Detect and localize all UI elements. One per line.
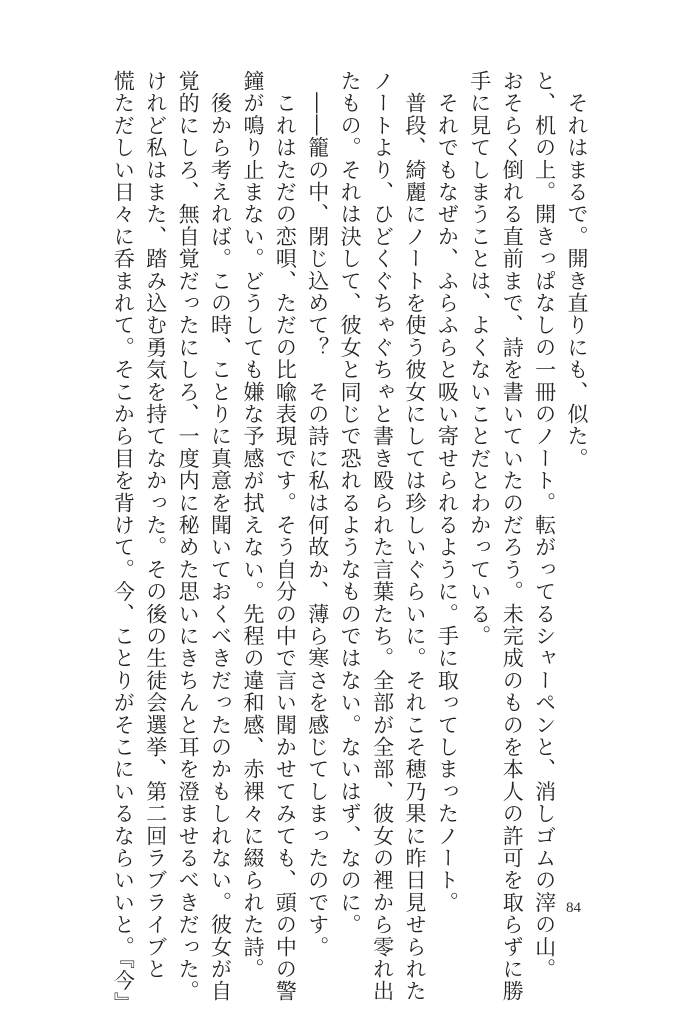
paragraph-5 bbox=[237, 70, 302, 1003]
paragraph-4 bbox=[301, 70, 333, 958]
text-line: ノートより、ひどくぐちゃぐちゃと書き殴られた言葉たち。全部が全部、彼女の裡から零れ出 bbox=[370, 70, 395, 1003]
text-line: ――籠の中、閉じ込めて？ その詩に私は何故か、薄ら寒さを感じてしまったのです。 bbox=[305, 70, 330, 958]
text-line: 手に見てしまうことは、よくないことだとわかっている。 bbox=[467, 70, 492, 648]
paragraph-3 bbox=[334, 70, 431, 1003]
text-line: 慌ただしい日々に呑まれて。そこから目を背けて。今、ことりがそこにいるならいいと。『今』 bbox=[111, 70, 136, 1014]
text-line: それはまるで。開き直りにも、似た。 bbox=[565, 70, 589, 470]
text-line: と、机の上。開きっぱなしの一冊のノート。転がってるシャーペンと、消しゴムの滓の山。 bbox=[532, 70, 557, 981]
text-line: 鐘が鳴り止まない。どうしても嫌な予感が拭えない。先程の違和感、赤裸々に綴られた詩。 bbox=[240, 70, 265, 981]
text-line: 後から考えれば。この時、ことりに真意を聞いておくべきだったのかもしれない。彼女が自 bbox=[208, 70, 233, 1003]
text-line: 普段、綺麗にノートを使う彼女にしては珍しいぐらいに。それこそ穂乃果に昨日見せられた bbox=[402, 70, 427, 1003]
paragraph-6 bbox=[107, 70, 237, 1014]
text-line: おそらく倒れる直前まで、詩を書いていたのだろう。未完成のものを本人の許可を取らずに勝 bbox=[500, 70, 525, 1003]
text-line: それでもなぜか、ふらふらと吸い寄せられるように。手に取ってしまったノート。 bbox=[435, 70, 460, 914]
text-line: たもの。それは決して、彼女と同じで恐れるようなものではない。ないはず、なのに。 bbox=[338, 70, 363, 936]
paragraph-2 bbox=[431, 70, 463, 914]
text-line: これはただの恋唄、ただの比喩表現です。そう自分の中で言い聞かせてみても、頭の中の警 bbox=[273, 70, 298, 1003]
text-line: けれど私はまた、踏み込む勇気を持てなかった。その後の生徒会選挙、第二回ラブライブと bbox=[143, 70, 168, 981]
text-line: 覚的にしろ、無自覚だったにしろ、一度内に秘めた思いにきちんと耳を澄ませるべきだった。 bbox=[176, 70, 201, 1003]
page-number: 84 bbox=[566, 900, 581, 916]
